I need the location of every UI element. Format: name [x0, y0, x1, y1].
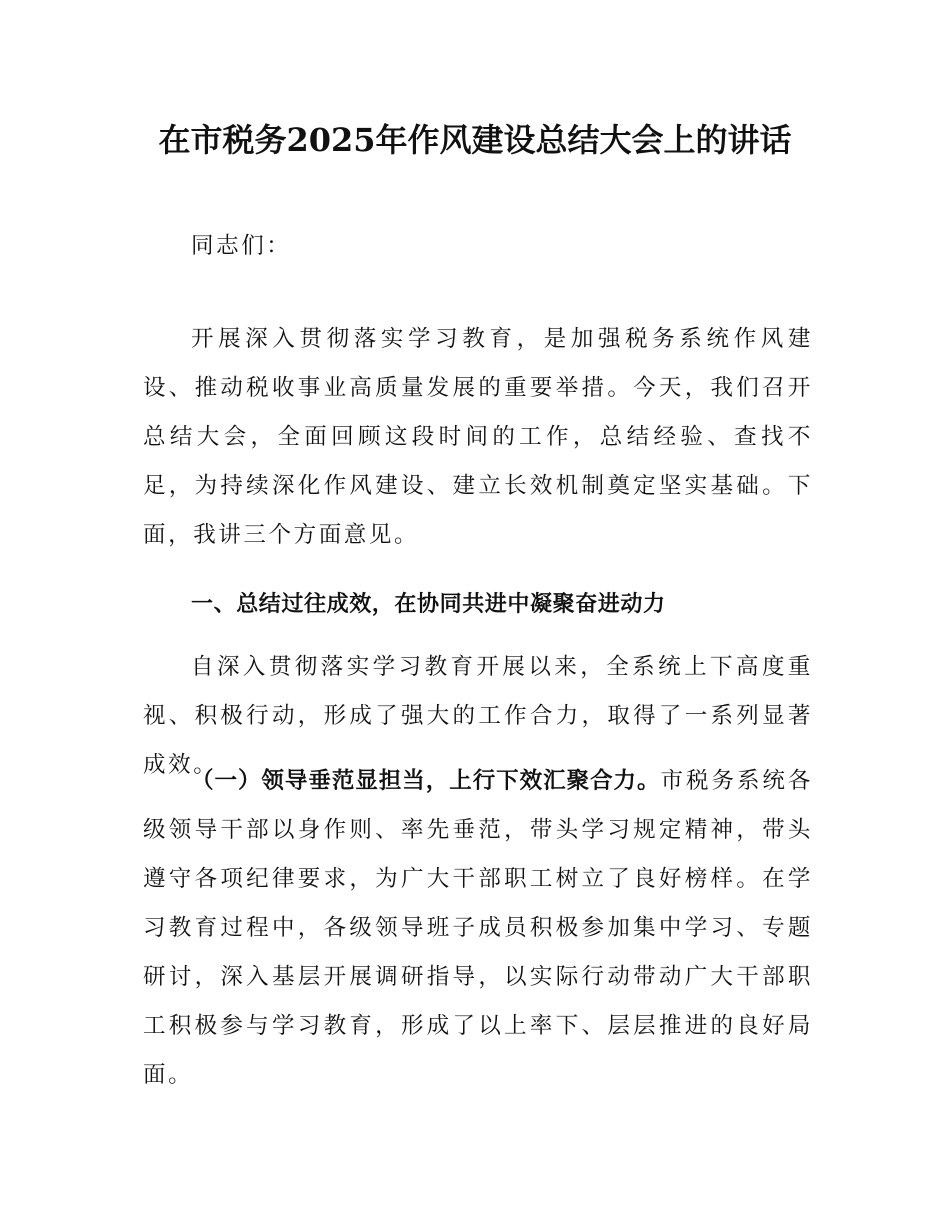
subsection-1-heading: （一）领导垂范显担当，上行下效汇聚合力。 — [191, 768, 661, 794]
subsection-1-paragraph — [143, 757, 813, 1100]
section-1-heading: 一、总结过往成效，在协同共进中凝聚奋进动力 — [191, 592, 666, 617]
intro-paragraph: 开展深入贯彻落实学习教育，是加强税务系统作风建设、推动税收事业高质量发展的重要举措。今天，我们召开总结大会，全面回顾这段时间的工作，总结经验、查找不足，为持续深化作风建设、建立长效机制奠定坚实基础。下面，我讲三个方面意见。 — [143, 326, 813, 548]
salutation: 同志们： — [191, 233, 292, 259]
document-title: 在市税务2025年作风建设总结大会上的讲话 — [158, 121, 792, 159]
subsection-1-body: 市税务系统各级领导干部以身作则、率先垂范，带头学习规定精神，带头遵守各项纪律要求，为广大干部职工树立了良好榜样。在学习教育过程中，各级领导班子成员积极参加集中学习、专题研讨，深入基层开展调研指导，以实际行动带动广大干部职工积极参与学习教育，形成了以上率下、层层推进的良好局面。 — [143, 768, 813, 1088]
section-1-paragraph: 自深入贯彻落实学习教育开展以来，全系统上下高度重视、积极行动，形成了强大的工作合力，取得了一系列显著成效。 — [143, 654, 813, 778]
